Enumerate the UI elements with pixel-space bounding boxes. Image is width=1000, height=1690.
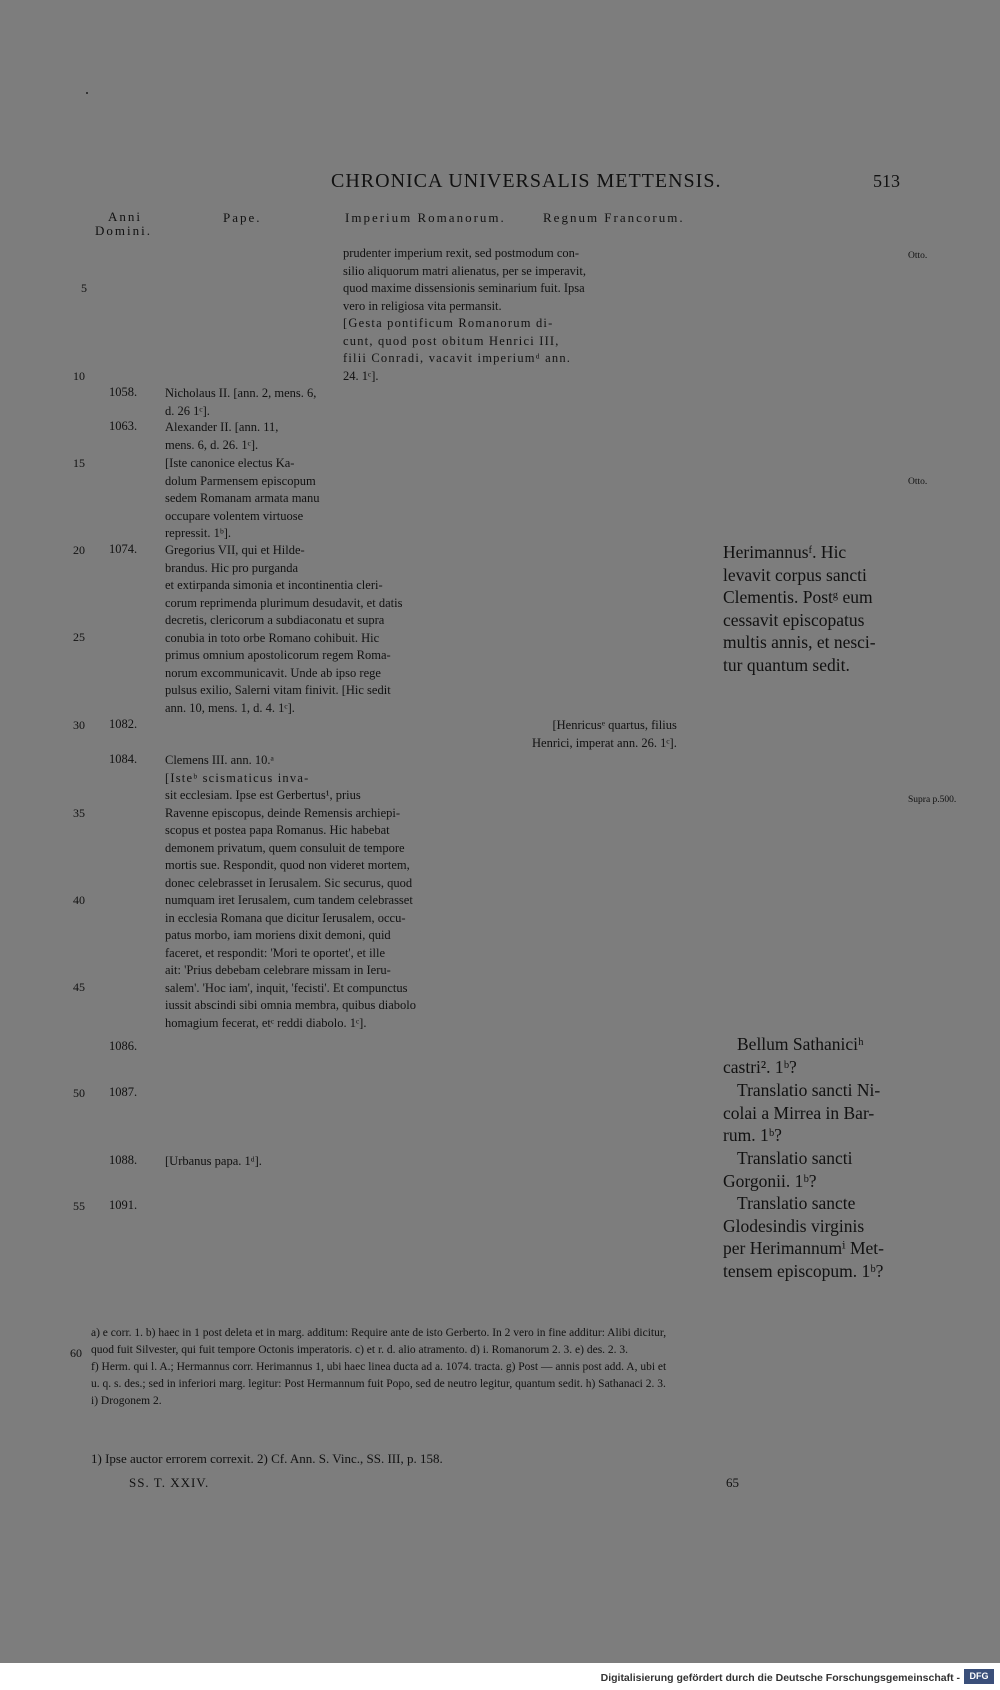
col-imperium: Imperium Romanorum. <box>345 210 506 225</box>
line-number: 5 <box>81 281 87 295</box>
page-number: 513 <box>873 171 900 191</box>
year-1063: 1063. <box>109 419 138 433</box>
regnum-1082: [Henricusᵉ quartus, filius Henrici, imperat ann. 26. 1ᶜ]. <box>532 718 677 750</box>
line-number: 40 <box>73 893 85 907</box>
col-anni-1: Anni <box>108 209 142 224</box>
pape-1074-head: Gregorius VII, qui et Hilde- brandus. Hic pro purganda <box>165 543 305 575</box>
imperium-text: prudenter imperium rexit, sed postmodum con- silio aliquorum matri alienatus, per se imperavit, quod maxime dissensionis seminarium fuit. Ipsa vero in religiosa vita permansit. [Gesta pontificum Romanorum di- cunt, quod post obitum Henrici III, filii Conradi, vacavit imperiumᵈ ann. 24. 1ᶜ]. <box>343 246 586 383</box>
pape-1063: Alexander II. [ann. 11, mens. 6, d. 26. 1ᶜ]. <box>165 420 279 452</box>
margin-note: Otto. <box>908 477 928 487</box>
line-number: 60 <box>70 1346 82 1360</box>
metz-1087: Translatio sancti Ni- colai a Mirrea in Bar- rum. 1ᵇ? <box>723 1080 881 1146</box>
year-1082: 1082. <box>109 717 138 731</box>
footnotes: a) e corr. 1. b) haec in 1 post deleta et in marg. additum: Require ante de isto Gerberto. In 2 vero in fine additur: Alibi dicitur, quod fuit Silvester, qui fuit tempore Octonis imperatoris. c) et r. d. alio atramento. d) i. Romanorum 2. 3. e) des. 2. 3. f) Herm. qui l. A.; Hermannus corr. Herimannus 1, ubi haec linea ducta ad a. 1074. tracta. g) Post — annis post add. A, ubi et u. q. s. des.; sed in inferiori marg. legitur: Post Hermannum fuit Popo, sed de neutro legitur, quantum sedit. h) Sathanaci 2. 3. i) Drogonem 2. <box>91 1327 667 1407</box>
metz-1088: Translatio sancti Gorgonii. 1ᵇ? <box>723 1148 853 1191</box>
running-title: CHRONICA UNIVERSALIS METTENSIS. <box>331 170 722 192</box>
metz-1086: Bellum Sathaniciʰ castri². 1ᵇ? <box>723 1034 864 1077</box>
year-1091: 1091. <box>109 1198 138 1212</box>
pape-1074-body: et extirpanda simonia et incontinentia cleri- corum reprimenda plurimum desudavit, et datis decretis, clericorum a subdiaconatu et supra conubia in toto orbe Romano cohibuit. Hic primus omnium apostolicorum regem Roma- norum excommunicavit. Unde ab ipso rege pulsus exilio, Salerni vitam finivit. [Hic sedit ann. 10, mens. 1, d. 4. 1ᶜ]. <box>165 578 403 715</box>
source-notes: 1) Ipse auctor errorem correxit. 2) Cf. Ann. S. Vinc., SS. III, p. 158. <box>91 1451 443 1466</box>
year-1086: 1086. <box>109 1039 138 1053</box>
metz-1074: Herimannusᶠ. Hic levavit corpus sancti Clementis. Postᵍ eum cessavit episcopatus multis annis, et nesci- tur quantum sedit. <box>723 542 876 675</box>
year-1058: 1058. <box>109 385 138 399</box>
line-number: 55 <box>73 1199 85 1213</box>
line-number: 25 <box>73 630 85 644</box>
signature-number: 65 <box>726 1475 739 1490</box>
pape-1058: Nicholaus II. [ann. 2, mens. 6, d. 26 1ᶜ]. <box>165 386 317 418</box>
line-number: 35 <box>73 806 85 820</box>
metz-1091: Translatio sancte Glodesindis virginis per Herimannumⁱ Met- tensem episcopum. 1ᵇ? <box>723 1193 884 1281</box>
signature: SS. T. XXIV. <box>129 1475 210 1490</box>
digitization-banner <box>0 1663 1000 1690</box>
year-1087: 1087. <box>109 1085 138 1099</box>
line-number: 15 <box>73 456 85 470</box>
speck <box>86 92 88 94</box>
col-pape: Pape. <box>223 210 262 225</box>
margin-note: Otto. <box>908 251 928 261</box>
margin-note: Supra p.500. <box>908 795 957 805</box>
year-1084: 1084. <box>109 752 138 766</box>
line-number: 30 <box>73 718 85 732</box>
pape-1084-body: sit ecclesiam. Ipse est Gerbertus¹, prius Ravenne episcopus, deinde Remensis archiepi- scopus et postea papa Romanus. Hic habebat demonem privatum, quem consuluit de tempore mortis sue. Respondit, quod non videret mortem, donec celebrasset in Ierusalem. Sic securus, quod numquam iret Ierusalem, cum tandem celebrasset in ecclesia Romana que dicitur Ierusalem, occu- patus morbo, iam moriens dixit demoni, quid faceret, et respondit: 'Mori te oportet', et ille ait: 'Prius debebam celebrare missam in Ieru- salem'. 'Hoc iam', inquit, 'fecisti'. Et compunctus iussit abscindi sibi omnia membra, quibus diabolo homagium fecerat, etᶜ reddi diabolo. 1ᶜ]. <box>165 788 417 1030</box>
year-1074: 1074. <box>109 542 138 556</box>
pape-1088: [Urbanus papa. 1ᵈ]. <box>165 1154 262 1168</box>
banner-text: Digitalisierung gefördert durch die Deutsche Forschungsgemeinschaft - <box>600 1672 960 1684</box>
pape-1063-note: [Iste canonice electus Ka- dolum Parmensem episcopum sedem Romanam armata manu occupare volentem virtuose repressit. 1ᵇ]. <box>165 456 320 540</box>
line-number: 45 <box>73 980 85 994</box>
line-number: 20 <box>73 543 85 557</box>
col-anni-2: Domini. <box>95 223 152 238</box>
line-number: 50 <box>73 1086 85 1100</box>
year-1088: 1088. <box>109 1153 138 1167</box>
dfg-logo: DFG <box>964 1669 994 1684</box>
col-regnum: Regnum Francorum. <box>543 210 685 225</box>
line-number: 10 <box>73 369 85 383</box>
pape-1084-head: Clemens III. ann. 10.ᵃ [Isteᵇ scismaticus inva- <box>165 753 310 785</box>
